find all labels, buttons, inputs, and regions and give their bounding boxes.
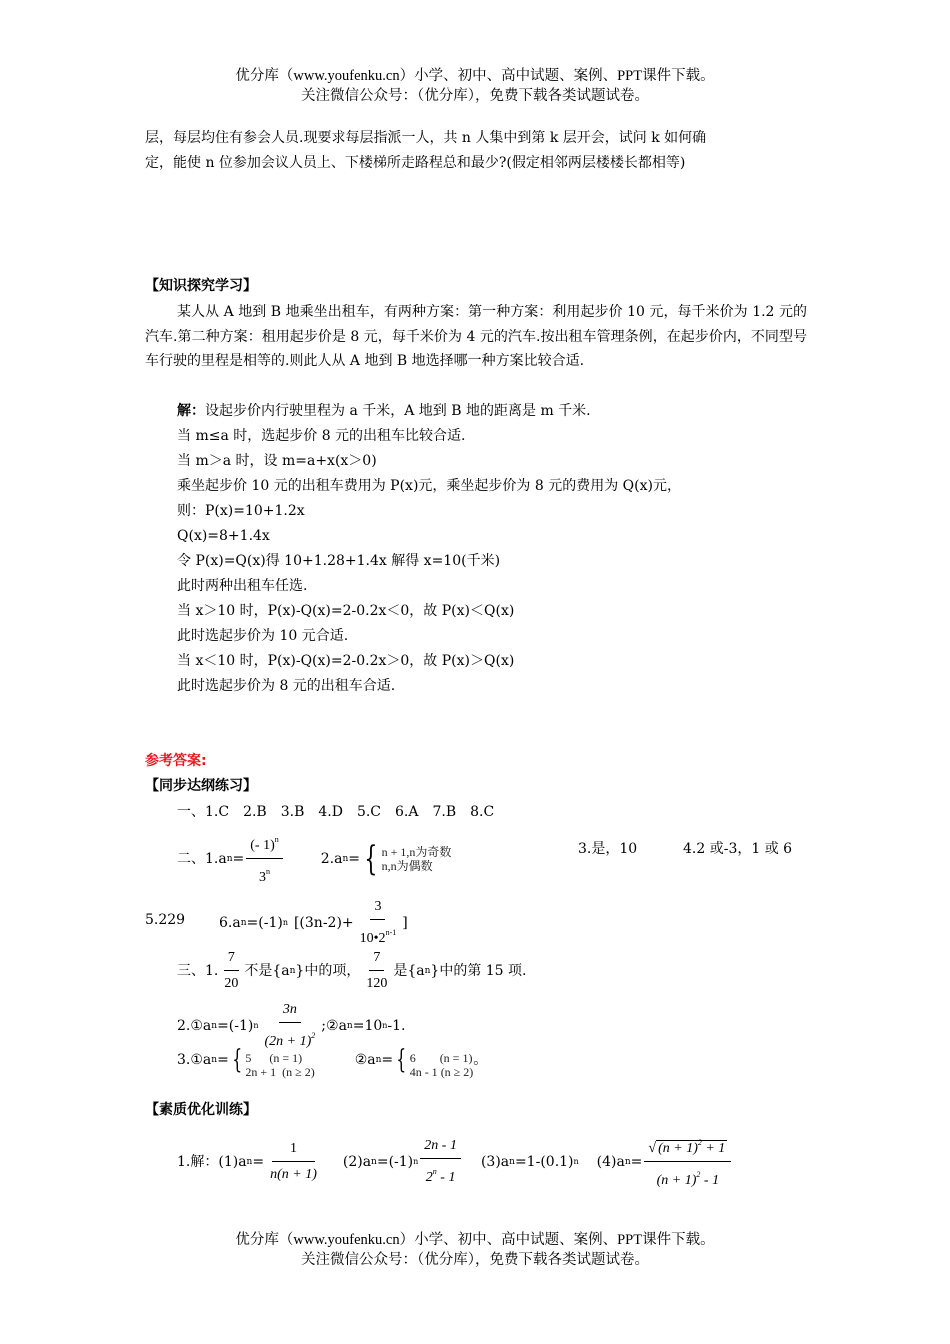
- quality-answer: [177, 1133, 733, 1191]
- subscript: n: [289, 966, 296, 976]
- fraction-denominator-tail: - 1: [700, 1173, 720, 1188]
- superscript: n: [413, 1157, 419, 1166]
- fraction-denominator: n(n + 1): [270, 1167, 317, 1182]
- explore-heading: 【知识探究学习】: [145, 278, 257, 294]
- superscript: n-1: [385, 928, 397, 937]
- subscript: n: [509, 1157, 515, 1167]
- equals: =: [252, 1154, 265, 1170]
- part2-q2-cases: [360, 839, 452, 879]
- superscript: n: [282, 918, 288, 927]
- superscript: 2: [696, 1170, 701, 1179]
- subscript: n: [226, 854, 233, 864]
- part2-q2-prefix: 2.a: [320, 851, 343, 867]
- page-footer-line2: 关注微信公众号：（优分库），免费下载各类试题试卷。: [301, 1252, 649, 1268]
- case-expr: n + 1: [381, 845, 407, 859]
- quality-q1-fraction: [266, 1139, 321, 1185]
- part3-fraction-1: [220, 948, 242, 994]
- solution-line: 令 P(x)=Q(x)得 10+1.28+1.4x 解得 x=10(千米): [177, 553, 501, 569]
- fraction-numerator: (- 1): [250, 838, 275, 853]
- part2-q1-prefix: 二、1.a: [177, 851, 227, 867]
- part3c-mid: ②a: [354, 1052, 376, 1068]
- fraction-numerator: 2n - 1: [424, 1138, 457, 1153]
- part2-q6: [219, 897, 408, 949]
- case-expr: 5: [245, 1051, 252, 1065]
- case-expr: n: [381, 859, 388, 873]
- solution-line: 当 m＞a 时，设 m=a+x(x＞0): [177, 453, 377, 469]
- case-cond: (n = 1): [439, 1051, 473, 1065]
- fraction-denominator-tail: - 1: [436, 1170, 456, 1185]
- part3b-prefix: 2.①a: [177, 1018, 212, 1034]
- fraction-numerator: 1: [289, 1141, 297, 1156]
- quality-q4-fraction: [644, 1133, 731, 1191]
- part3b-mid: =(-1): [217, 1018, 254, 1034]
- case-expr: 2n + 1: [245, 1065, 277, 1079]
- solution-line: 当 m≤a 时，选起步价 8 元的出租车比较合适.: [177, 428, 466, 444]
- solution-line: 当 x＞10 时，P(x)-Q(x)=2-0.2x＜0，故 P(x)＜Q(x): [177, 603, 515, 619]
- equals: =: [217, 1052, 229, 1068]
- left-brace-icon: {: [396, 1045, 407, 1075]
- part3-text: 不是{a: [244, 963, 290, 979]
- intro-line-2: 定，能使 n 位参加会议人员上、下楼梯所走路程总和最少?(假定相邻两层楼楼长都相等): [145, 155, 686, 171]
- part2-q1-fraction: [246, 830, 283, 888]
- answers-part3b: [177, 1000, 406, 1052]
- quality-q3: (3)a: [480, 1154, 510, 1170]
- fraction-denominator: (n + 1): [656, 1173, 697, 1188]
- case-expr: 6: [409, 1051, 416, 1065]
- part2-q6-fraction: [356, 897, 401, 949]
- subscript: n: [342, 854, 349, 864]
- superscript: n: [274, 835, 279, 844]
- explore-problem: 某人从 A 地到 B 地乘坐出租车，有两种方案：第一种方案：利用起步价 10 元，每千米价为 1.2 元的汽车.第二种方案：租用起步价是 8 元，每千米价为 4 元的汽车.按出租车管理条例，在起步价内，不同型号车行驶的里程是相等的.则此人从 A 地到 B 地选择哪一种方案比较合适.: [145, 304, 807, 369]
- case-cond: (n ≥ 2): [282, 1065, 315, 1079]
- subscript: n: [371, 1157, 377, 1167]
- solution-first-line: [177, 399, 591, 423]
- part3-text: }中的项，: [295, 963, 361, 979]
- part2-q6-mid: =(-1): [246, 915, 283, 931]
- part3c-cases-2: [393, 1045, 474, 1079]
- answers-part2: [177, 830, 451, 888]
- part2-q3: 3.是，10: [578, 841, 638, 857]
- equals: =: [348, 851, 360, 867]
- left-brace-icon: {: [364, 839, 378, 879]
- part3b-tail2: =10: [352, 1018, 383, 1034]
- part3b-fraction: [261, 1000, 320, 1052]
- solution-line: 乘坐起步价 10 元的出租车费用为 P(x)元，乘坐起步价为 8 元的费用为 Q(x)元，: [177, 478, 681, 494]
- superscript: n: [432, 1167, 437, 1176]
- page-footer-line1: 优分库（www.youfenku.cn）小学、初中、高中试题、案例、PPT课件下载。: [235, 1232, 715, 1248]
- subscript: n: [375, 1055, 382, 1065]
- part3-text: }中的第 15 项.: [430, 963, 527, 979]
- superscript: n: [573, 1157, 579, 1166]
- solution-line: 当 x＜10 时，P(x)-Q(x)=2-0.2x＞0，故 P(x)＞Q(x): [177, 653, 515, 669]
- part2-q6-close: ]: [402, 915, 408, 931]
- fraction-numerator: 3: [374, 899, 382, 914]
- answers-part3: [177, 948, 526, 994]
- superscript: n: [266, 867, 270, 876]
- part3b-tail3: -1.: [387, 1018, 406, 1034]
- part3-text: 是{a: [393, 963, 425, 979]
- quality-prefix: 1.解：(1)a: [177, 1154, 247, 1170]
- subscript: n: [211, 1021, 218, 1031]
- part2-q4: 4.2 或-3，1 或 6: [683, 841, 793, 857]
- sync-heading: 【同步达纲练习】: [145, 778, 257, 794]
- fraction-denominator: 10•2: [359, 931, 386, 946]
- part3-prefix: 三、1.: [177, 963, 219, 979]
- equals: =: [381, 1052, 394, 1068]
- solution-line: 此时选起步价为 10 元合适.: [177, 628, 349, 644]
- case-cond: ,n为偶数: [387, 859, 433, 873]
- superscript: 2: [697, 1138, 702, 1147]
- solution-line: 此时选起步价为 8 元的出租车合适.: [177, 678, 396, 694]
- part2-q5: 5.229: [145, 912, 186, 928]
- fraction-denominator: 120: [366, 976, 388, 991]
- quality-heading: 【素质优化训练】: [145, 1102, 257, 1118]
- fraction-denominator: (2n + 1): [264, 1034, 312, 1049]
- part2-q6-prefix: 6.a: [219, 915, 241, 931]
- solution-first-text: 设起步价内行驶里程为 a 千米，A 地到 B 地的距离是 m 千米.: [205, 403, 591, 419]
- case-cond: (n ≥ 2): [440, 1065, 474, 1079]
- solution-label: 解：: [177, 403, 205, 419]
- case-cond: ,n为奇数: [406, 845, 452, 859]
- intro-line-1: 层，每层均住有参会人员.现要求每层指派一人，共 n 人集中到第 k 层开会，试问 k 如何确: [145, 130, 707, 146]
- subscript: n: [240, 918, 247, 928]
- superscript: n: [253, 1021, 259, 1030]
- part3c-cases-1: [229, 1045, 315, 1079]
- fraction-numerator-tail: + 1: [701, 1141, 726, 1156]
- quality-q4-prefix: (4)a: [596, 1154, 625, 1170]
- subscript: n: [624, 1157, 631, 1167]
- equals: =: [630, 1154, 643, 1170]
- superscript: n: [382, 1021, 388, 1030]
- part3c-end: 。: [473, 1052, 488, 1068]
- answers-part3c: [177, 1045, 488, 1079]
- solution-line: Q(x)=8+1.4x: [177, 528, 270, 544]
- part3b-tail: ;②a: [321, 1018, 347, 1034]
- subscript: n: [424, 966, 431, 976]
- subscript: n: [211, 1055, 218, 1065]
- page-header-line1: 优分库（www.youfenku.cn）小学、初中、高中试题、案例、PPT课件下载。: [235, 68, 715, 84]
- answers-part1: 一、1.C 2.B 3.B 4.D 5.C 6.A 7.B 8.C: [177, 804, 495, 820]
- part3c-prefix: 3.①a: [177, 1052, 212, 1068]
- part2-q6-bracket: [(3n-2)+: [293, 915, 354, 931]
- fraction-denominator: 2: [425, 1170, 433, 1185]
- case-expr: 4n - 1: [409, 1065, 438, 1079]
- quality-q2-fraction: [420, 1136, 461, 1188]
- left-brace-icon: {: [232, 1045, 243, 1075]
- fraction-denominator: 20: [224, 976, 239, 991]
- quality-q2-prefix: (2)a: [342, 1154, 372, 1170]
- superscript: 2: [311, 1031, 316, 1040]
- quality-q3-tail: =1-(0.1): [514, 1154, 574, 1170]
- subscript: n: [346, 1021, 353, 1031]
- fraction-denominator: 3: [259, 870, 266, 885]
- part3-fraction-2: [362, 948, 391, 994]
- fraction-numerator: (n + 1): [658, 1141, 698, 1156]
- sqrt-icon: √: [648, 1141, 657, 1156]
- quality-q2-mid: =(-1): [376, 1154, 414, 1170]
- case-cond: (n = 1): [269, 1051, 303, 1065]
- answers-label: 参考答案:: [145, 753, 207, 769]
- page-header-line2: 关注微信公众号：（优分库），免费下载各类试题试卷。: [301, 88, 649, 104]
- fraction-numerator: 7: [373, 950, 381, 965]
- fraction-numerator: 7: [227, 950, 235, 965]
- solution-line: 此时两种出租车任选.: [177, 578, 308, 594]
- solution-line: 则：P(x)=10+1.2x: [177, 503, 305, 519]
- fraction-numerator: 3n: [282, 1002, 297, 1017]
- subscript: n: [246, 1157, 253, 1167]
- equals: =: [232, 851, 245, 867]
